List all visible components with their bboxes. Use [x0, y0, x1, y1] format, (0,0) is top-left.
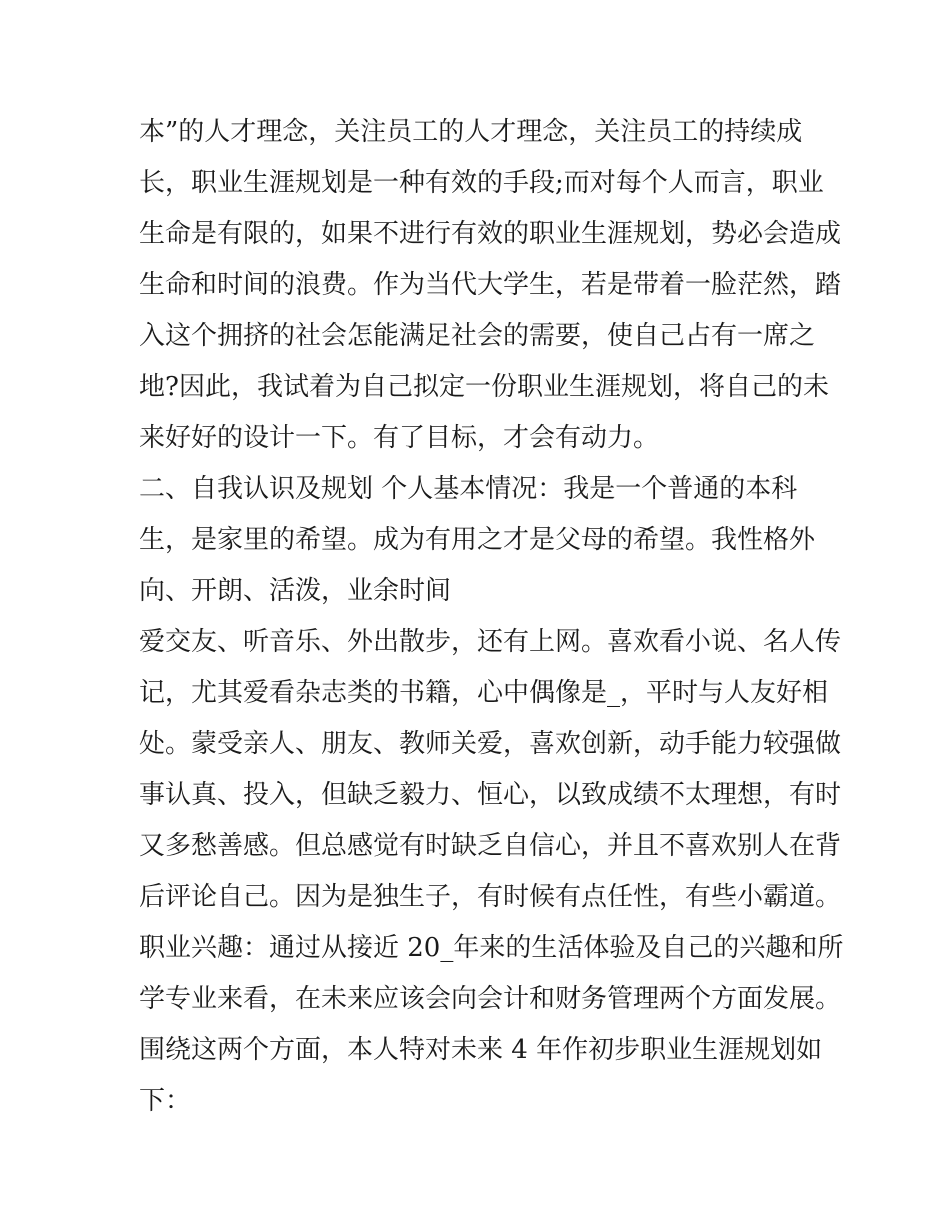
text-line: 爱交友、听音乐、外出散步，还有上网。喜欢看小说、名人传 [139, 627, 842, 657]
text-line: 地?因此，我试着为自己拟定一份职业生涯规划，将自己的未 [139, 372, 829, 402]
text-line: 围绕这两个方面，本人特对未来 4 年作初步职业生涯规划如 [139, 1035, 823, 1065]
document-body [139, 110, 844, 1130]
text-line: 处。蒙受亲人、朋友、教师关爱，喜欢创新，动手能力较强做 [139, 729, 842, 759]
text-line: 学专业来看，在未来应该会向会计和财务管理两个方面发展。 [139, 984, 842, 1014]
text-line: 下： [139, 1086, 192, 1116]
text-line: 生命是有限的，如果不进行有效的职业生涯规划，势必会造成 [139, 219, 842, 249]
text-line: 事认真、投入，但缺乏毅力、恒心，以致成绩不太理想，有时 [139, 780, 842, 810]
text-line: 长，职业生涯规划是一种有效的手段;而对每个人而言，职业 [139, 168, 824, 198]
text-line: 入这个拥挤的社会怎能满足社会的需要，使自己占有一席之 [139, 321, 816, 351]
text-line: 本”的人才理念，关注员工的人才理念，关注员工的持续成 [139, 117, 803, 147]
text-line: 后评论自己。因为是独生子，有时候有点任性，有些小霸道。 [139, 882, 842, 912]
text-line: 生，是家里的希望。成为有用之才是父母的希望。我性格外 [139, 525, 816, 555]
text-line: 生命和时间的浪费。作为当代大学生，若是带着一脸茫然，踏 [139, 270, 842, 300]
text-line: 又多愁善感。但总感觉有时缺乏自信心，并且不喜欢别人在背 [139, 831, 842, 861]
text-line: 来好好的设计一下。有了目标，才会有动力。 [139, 423, 660, 453]
text-line: 职业兴趣：通过从接近 20_年来的生活体验及自己的兴趣和所 [139, 933, 844, 963]
section-heading-line: 二、自我认识及规划 个人基本情况：我是一个普通的本科 [139, 474, 798, 504]
text-line: 记，尤其爱看杂志类的书籍，心中偶像是_，平时与人友好相 [139, 678, 829, 708]
text-line: 向、开朗、活泼，业余时间 [139, 576, 452, 606]
